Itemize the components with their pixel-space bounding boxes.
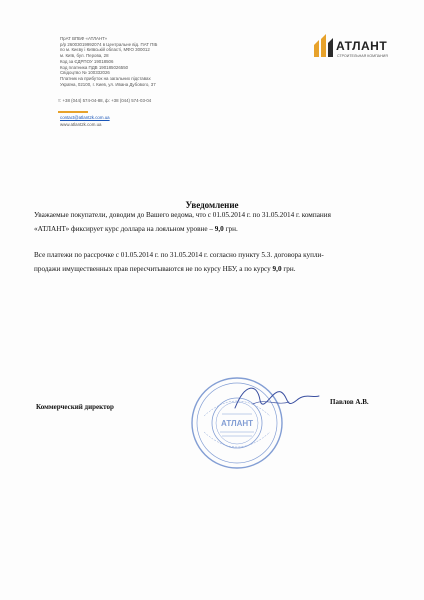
requisite-line: по м. Києву і Київській області, МФО 300012	[60, 47, 150, 53]
document-title: Уведомление	[185, 200, 239, 210]
website-link[interactable]: www.atlant2k.com.ua	[60, 122, 102, 127]
requisite-line: Платник на прибуток на загальних підставах	[60, 75, 151, 81]
requisite-line: Код за ЄДРПОУ 19018506	[60, 58, 114, 64]
logo-tagline: СТРОИТЕЛЬНАЯ КОМПАНИЯ	[337, 54, 388, 58]
requisite-line: ПрАТ ВПБФ «АТЛАНТ»	[60, 36, 108, 41]
logo-name: АТЛАНТ	[336, 39, 388, 53]
requisite-line: м. Київ, бул. Перова, 28	[60, 53, 109, 59]
paragraph-line: «АТЛАНТ» фиксирует курс доллара на лояльном уровне – 9,0 грн.	[34, 225, 238, 233]
signer-name: Павлов А.В.	[330, 398, 369, 406]
divider	[58, 111, 88, 113]
paragraph-line: продажи имущественных прав пересчитываются не по курсу НБУ, а по курсу 9,0 грн.	[34, 265, 296, 273]
paragraph-2	[34, 248, 396, 276]
email-link[interactable]: contact@atlant2k.com.ua	[60, 115, 110, 120]
atlant-logo-icon	[312, 33, 336, 57]
handwritten-signature	[215, 378, 335, 428]
requisite-line: Свідоцтво № 100332026	[60, 70, 110, 76]
requisite-line: Код платника ПДВ 190185026550	[60, 64, 129, 70]
requisite-line: Україна, 02100, г. Киев, ул. Ивана Дубового, 37	[60, 81, 156, 87]
phone-fax: т: +38 (044) 574-04-88, ф: +38 (044) 574-03-04	[58, 98, 152, 103]
paragraph-line: Все платежи по рассрочке с 01.05.2014 г. по 31.05.2014 г. согласно пункту 5.3. договора купли-	[34, 251, 324, 259]
company-requisites	[60, 36, 230, 87]
paragraph-1	[34, 208, 396, 236]
stamp-inner-text: АТЛАНТ	[220, 419, 254, 428]
requisite-line: р/р 26003019992074 в Центральне від. ПАТ ПІБ	[60, 41, 158, 47]
company-logo	[312, 33, 394, 63]
signer-position: Коммерческий директор	[36, 403, 114, 411]
rate-value: 9,0	[214, 225, 224, 233]
paragraph-line: Уважаемые покупатели, доводим до Вашего ведома, что с 01.05.2014 г. по 31.05.2014 г. компания	[34, 211, 331, 219]
rate-value: 9,0	[272, 265, 282, 273]
